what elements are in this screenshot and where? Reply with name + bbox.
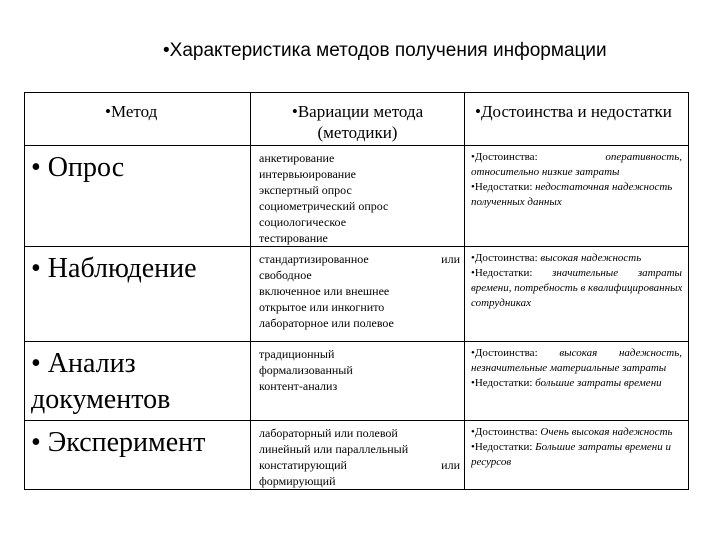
pros-cons-text: [465, 342, 688, 391]
methods-table: [24, 92, 689, 490]
pros-text: оперативность,: [605, 151, 682, 163]
header-variations: [251, 93, 464, 143]
method-name-line2: документов: [31, 384, 171, 415]
variation-item: экспертный опрос: [259, 183, 352, 197]
method-name: • Опрос: [31, 152, 125, 183]
cons-line-cont: [471, 281, 682, 296]
cons-text: Большие затраты времени и: [535, 441, 671, 453]
cons-label: •Недостатки:: [471, 181, 533, 193]
method-name: [25, 342, 250, 418]
pros-label: •Достоинства:: [471, 426, 538, 438]
cons-text-cont: ресурсов: [471, 456, 512, 468]
pros-cons-cell: [465, 247, 689, 342]
pros-cons-cell: [465, 146, 689, 247]
cons-label: •Недостатки:: [471, 267, 533, 279]
pros-cons-text: [465, 247, 688, 311]
method-cell: [25, 421, 251, 490]
method-name: • Наблюдение: [31, 253, 197, 284]
pros-cons-text: [465, 146, 688, 210]
header-variations-line2: (методики): [317, 123, 398, 142]
variations-cell: [251, 342, 465, 421]
variation-text: или: [441, 252, 460, 266]
table-header-row: [25, 93, 689, 146]
variation-item: [259, 457, 460, 473]
header-pros-cons: •Достоинства и недостатки: [475, 102, 672, 121]
cons-line-cont: [471, 195, 682, 210]
pros-text: Очень высокая надежность: [540, 426, 673, 438]
cons-text: недостаточная надежность: [535, 181, 673, 193]
pros-cons-cell: [465, 342, 689, 421]
cons-text-cont: времени, потребность в квалифицированных: [471, 282, 682, 294]
pros-line: [471, 425, 682, 440]
cons-label: •Недостатки:: [471, 441, 533, 453]
method-cell: [25, 146, 251, 247]
cons-text: значительные: [552, 267, 619, 279]
pros-line: [471, 251, 682, 266]
variation-item: социометрический опрос: [259, 199, 389, 213]
variation-item: интервьюирование: [259, 167, 356, 181]
cons-line-cont: [471, 296, 682, 311]
variations-list: [251, 342, 464, 394]
pros-line: [471, 346, 682, 361]
header-variations-line1: •Вариации метода: [291, 102, 424, 121]
variation-text: стандартизированное: [259, 252, 369, 266]
cons-label: •Недостатки:: [471, 377, 533, 389]
pros-text: высокая надежность: [540, 252, 642, 264]
cons-line: [471, 376, 682, 391]
pros-label: •Достоинства:: [471, 252, 538, 264]
pros-text: надежность,: [618, 347, 682, 359]
cons-text: затраты: [637, 267, 682, 279]
variations-list: [251, 421, 464, 489]
table-row: [25, 146, 689, 247]
variation-item: традиционный: [259, 347, 335, 361]
header-variations-cell: [251, 93, 465, 146]
table-row: [25, 342, 689, 421]
variation-item: анкетирование: [259, 151, 335, 165]
cons-text-cont: сотрудниках: [471, 297, 532, 309]
pros-text-cont: незначительные материальные затраты: [471, 362, 667, 374]
variation-item: лабораторный или полевой: [259, 426, 398, 440]
variation-item: свободное: [259, 268, 312, 282]
variation-item: формализованный: [259, 363, 353, 377]
variation-item: формирующий: [259, 474, 336, 488]
table-row: [25, 421, 689, 490]
pros-line-cont: [471, 165, 682, 180]
method-name-line1: • Анализ: [31, 348, 136, 379]
pros-label: •Достоинства:: [471, 347, 538, 359]
variation-item: включенное или внешнее: [259, 284, 390, 298]
pros-cons-text: [465, 421, 688, 470]
pros-cons-cell: [465, 421, 689, 490]
variations-list: [251, 146, 464, 246]
variations-cell: [251, 146, 465, 247]
variation-text: констатирующий: [259, 458, 347, 472]
method-name: • Эксперимент: [31, 427, 206, 458]
method-cell: [25, 342, 251, 421]
pros-label: •Достоинства:: [471, 151, 538, 163]
cons-line: [471, 180, 682, 195]
pros-text-cont: относительно низкие затраты: [471, 166, 620, 178]
variations-list: [251, 247, 464, 331]
pros-text: высокая: [559, 347, 598, 359]
variation-item: [259, 251, 460, 267]
header-pros-cons-cell: [465, 93, 689, 146]
slide-title: •Характеристика методов получения информации: [163, 40, 607, 61]
method-cell: [25, 247, 251, 342]
pros-line: [471, 150, 682, 165]
pros-line-cont: [471, 361, 682, 376]
variation-item: линейный или параллельный: [259, 442, 409, 456]
variations-cell: [251, 247, 465, 342]
cons-line-cont: [471, 455, 682, 470]
cons-text: большие затраты времени: [535, 377, 662, 389]
cons-text-cont: полученных данных: [471, 196, 562, 208]
variation-item: открытое или инкогнито: [259, 300, 385, 314]
variation-text: или: [441, 458, 460, 472]
cons-line: [471, 266, 682, 281]
variation-item: социологическое: [259, 215, 347, 229]
variation-item: контент-анализ: [259, 379, 338, 393]
variation-item: тестирование: [259, 231, 328, 245]
header-method-cell: [25, 93, 251, 146]
cons-line: [471, 440, 682, 455]
variation-item: лабораторное или полевое: [259, 316, 394, 330]
table-row: [25, 247, 689, 342]
variations-cell: [251, 421, 465, 490]
header-method: •Метод: [105, 102, 158, 121]
